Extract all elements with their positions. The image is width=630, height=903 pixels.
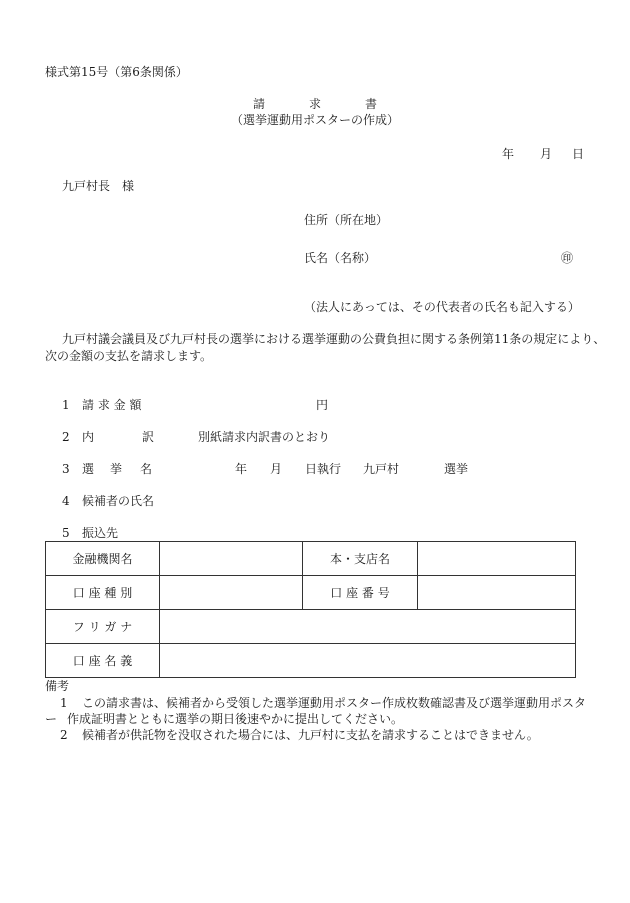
- branch-field[interactable]: [418, 542, 576, 576]
- table-row: [46, 644, 576, 678]
- item-2-label-a: 内: [82, 430, 95, 444]
- document-title: [0, 96, 630, 112]
- item-3-label-b: 挙: [110, 462, 123, 476]
- addressee: 九戸村長 様: [62, 179, 135, 193]
- bank-transfer-table: [45, 541, 576, 678]
- address-label: 住所（所在地）: [304, 213, 389, 227]
- document-subtitle: （選挙運動用ポスターの作成）: [230, 113, 399, 127]
- note-1-line-1: この請求書は、候補者から受領した選挙運動用ポスター作成枚数確認書及び選挙運動用ポスター: [45, 696, 587, 726]
- item-5-label: 振込先: [82, 526, 119, 540]
- furigana-label: フ リ ガ ナ: [46, 610, 160, 644]
- item-2-number: 2: [62, 430, 70, 444]
- account-holder-field[interactable]: [160, 644, 576, 678]
- name-label: 氏名（名称）: [304, 251, 377, 265]
- date-year: 年: [502, 147, 515, 161]
- bank-name-label: 金融機関名: [46, 542, 160, 576]
- date-line: [502, 146, 584, 162]
- body-text-line-1: 九戸村議会議員及び九戸村長の選挙における選挙運動の公費負担に関する条例第11条の規定により、: [62, 332, 606, 346]
- date-day: 日: [572, 147, 585, 161]
- account-number-label: 口 座 番 号: [303, 576, 418, 610]
- item-1-unit: 円: [316, 398, 329, 412]
- title-char-1: 請: [252, 97, 265, 111]
- item-3-label-a: 選: [82, 462, 95, 476]
- title-char-2: 求: [308, 97, 321, 111]
- body-text-line-2: 次の金額の支払を請求します。: [45, 349, 213, 363]
- table-row: [46, 542, 576, 576]
- item-1-number: 1: [62, 398, 70, 412]
- account-holder-label: 口 座 名 義: [46, 644, 160, 678]
- item-3-village: 九戸村: [363, 462, 400, 476]
- date-month: 月: [540, 147, 553, 161]
- item-2-label-b: 訳: [142, 430, 155, 444]
- account-type-label: 口 座 種 別: [46, 576, 160, 610]
- item-3-year: 年: [235, 462, 248, 476]
- account-number-field[interactable]: [418, 576, 576, 610]
- seal-mark: ㊞: [561, 251, 574, 265]
- corporate-note: （法人にあっては、その代表者の氏名も記入する）: [304, 300, 580, 314]
- item-3-day-exec: 日執行: [305, 462, 342, 476]
- bank-name-field[interactable]: [160, 542, 303, 576]
- item-4-label: 候補者の氏名: [82, 494, 155, 508]
- item-2-value: 別紙請求内訳書のとおり: [198, 430, 331, 444]
- branch-label: 本・支店名: [303, 542, 418, 576]
- item-3-label-c: 名: [140, 462, 153, 476]
- item-3-month: 月: [270, 462, 283, 476]
- table-row: [46, 610, 576, 644]
- table-row: [46, 576, 576, 610]
- note-1-line-2: 作成証明書とともに選挙の期日後速やかに提出してください。: [67, 712, 404, 726]
- note-1-number: 1: [60, 696, 68, 710]
- furigana-field[interactable]: [160, 610, 576, 644]
- item-3-number: 3: [62, 462, 70, 476]
- note-2: [45, 727, 590, 743]
- note-2-line-1: 候補者が供託物を没収された場合には、九戸村に支払を請求することはできません。: [82, 728, 539, 742]
- form-number: 様式第15号（第6条関係）: [45, 65, 188, 79]
- item-1-label: 請 求 金 額: [82, 398, 142, 412]
- title-char-3: 書: [365, 97, 378, 111]
- item-4-number: 4: [62, 494, 70, 508]
- notes-heading: 備考: [45, 679, 70, 693]
- account-type-field[interactable]: [160, 576, 303, 610]
- item-5-number: 5: [62, 526, 70, 540]
- note-2-number: 2: [60, 728, 68, 742]
- item-3-election: 選挙: [444, 462, 469, 476]
